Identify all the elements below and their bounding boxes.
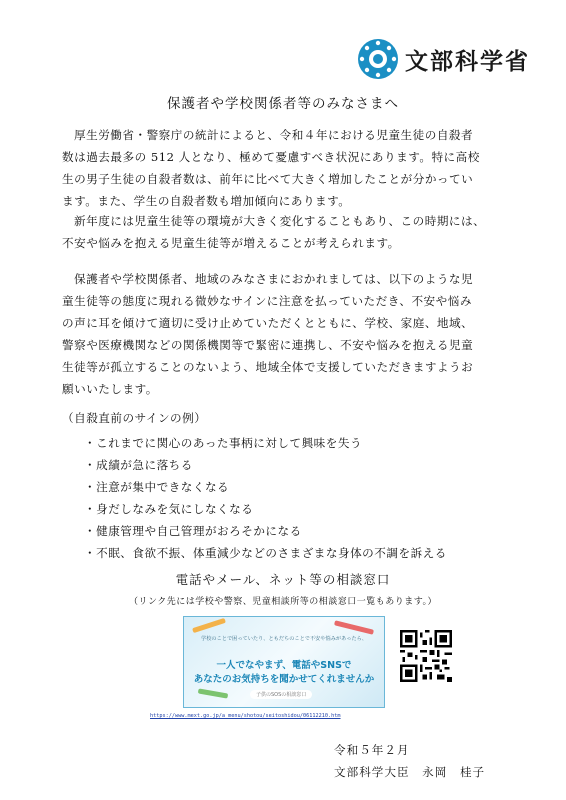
banner-tag: 子供のSOSの相談窓口 — [250, 690, 312, 699]
paragraph-line: 保護者や学校関係者、地域のみなさまにおかれましては、以下のような児 — [74, 272, 474, 286]
paragraph-line: 厚生労働省・警察庁の統計によると、令和４年における児童生徒の自殺者 — [74, 128, 474, 142]
paragraph-line: 童生徒等の態度に現れる微妙なサインに注意を払っていただき、不安や悩み — [62, 294, 472, 308]
list-item: ・健康管理や自己管理がおろそかになる — [84, 524, 302, 538]
list-item: ・成績が急に落ちる — [84, 458, 193, 472]
consultation-banner-link[interactable] — [183, 616, 385, 708]
paragraph-request — [62, 268, 508, 400]
consult-heading: 電話やメール、ネット等の相談窓口 — [175, 572, 391, 587]
paragraph-line: 警察や医療機関などの関係機関等で緊密に連携し、不安や悩みを抱える児童 — [62, 338, 474, 352]
banner-headline-2: あなたのお気持ちを聞かせてくれませんか — [193, 674, 375, 685]
pencil-decoration — [334, 620, 374, 635]
list-item: ・不眠、食欲不振、体重減少などのさまざまな身体の不調を訴える — [84, 546, 447, 560]
signs-heading: （自殺直前のサインの例） — [62, 411, 207, 425]
paragraph-new-year — [62, 210, 508, 254]
paragraph-line: 新年度には児童生徒等の環境が大きく変化することもあり、この時期には、 — [74, 214, 486, 228]
paragraph-line: 生の男子生徒の自殺者数は、前年に比べて大きく増加したことが分かってい — [62, 172, 474, 186]
ministry-logo — [357, 38, 530, 80]
signs-list — [84, 432, 447, 564]
paragraph-line: の声に耳を傾けて適切に受け止めていただくとともに、学校、家庭、地域、 — [62, 316, 474, 330]
paragraph-statistics — [62, 124, 508, 212]
paragraph-line: ます。また、学生の自殺者数も増加傾向にあります。 — [62, 194, 351, 208]
paragraph-line: 願いいたします。 — [62, 382, 158, 396]
signer-name: 文部科学大臣 永岡 桂子 — [334, 765, 486, 779]
paragraph-line: 生徒等が孤立することのないよう、地域全体で支援していただきますようお — [62, 360, 474, 374]
page-title: 保護者や学校関係者等のみなさまへ — [167, 96, 399, 112]
pencil-decoration — [192, 618, 226, 633]
list-item: ・注意が集中できなくなる — [84, 480, 230, 494]
list-item: ・これまでに関心のあった事柄に対して興味を失う — [84, 436, 363, 450]
banner-headline-1: 一人でなやまず、電話やSNSで — [216, 660, 352, 671]
paragraph-line: 数は過去最多の 512 人となり、極めて憂慮すべき状況にあります。特に高校 — [62, 150, 480, 164]
ministry-emblem-icon — [357, 38, 399, 80]
list-item: ・身だしなみを気にしなくなる — [84, 502, 254, 516]
banner-small-text: 学校のことで困っていたり、ともだちのことで不安や悩みがあったら、 — [201, 636, 367, 642]
qr-code-icon[interactable] — [400, 630, 452, 682]
issue-date: 令和５年２月 — [334, 743, 410, 757]
ministry-name: 文部科学省 — [405, 48, 530, 75]
consultation-url-link[interactable]: https://www.mext.go.jp/a_menu/shotou/seitoshidou/06112210.htm — [150, 713, 341, 719]
consult-note: （リンク先には学校や警察、児童相談所等の相談窓口一覧もあります。） — [128, 597, 438, 607]
paragraph-line: 不安や悩みを抱える児童生徒等が増えることが考えられます。 — [62, 236, 400, 250]
pencil-decoration — [198, 688, 228, 698]
